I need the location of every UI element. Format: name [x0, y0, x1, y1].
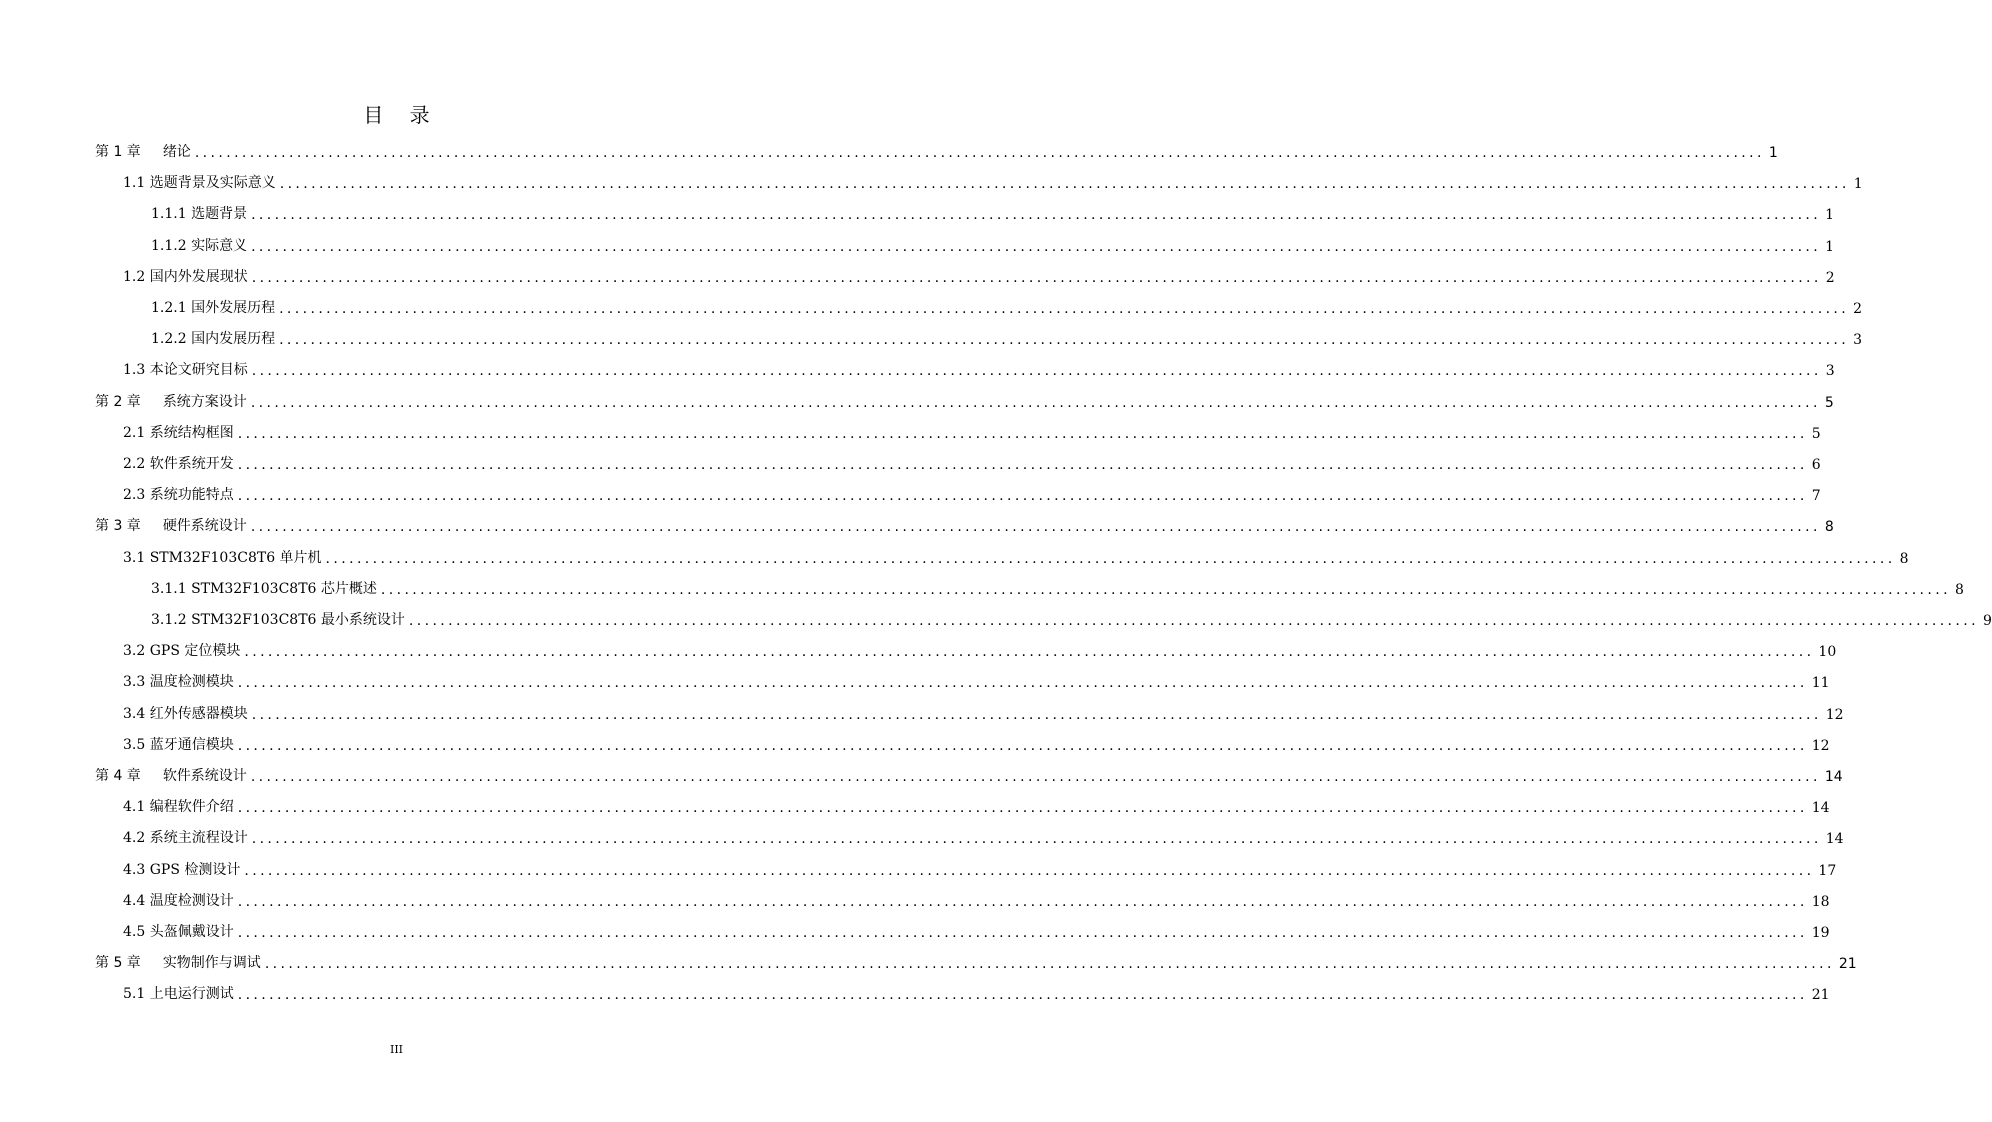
toc-entry-page: 1 — [1853, 176, 1863, 193]
toc-entry-label — [151, 203, 247, 223]
toc-entry-number: 第 1 章 — [95, 144, 141, 160]
toc-entry-number: 第 3 章 — [95, 518, 141, 535]
toc-entry-number: 3.1.1 — [151, 580, 187, 597]
toc-leader-dots: ........................................................................................................................................................................................................ — [325, 550, 1896, 567]
toc-entry-number: 4.4 — [123, 892, 146, 909]
toc-chapter-entry[interactable] — [95, 948, 1857, 973]
toc-section-entry[interactable] — [123, 855, 1837, 879]
toc-entry-label — [151, 297, 275, 317]
toc-leader-dots: ........................................................................................................................................................................................................ — [279, 332, 1850, 349]
toc-section-entry[interactable] — [123, 667, 1830, 692]
toc-entry-text: 温度检测设计 — [149, 892, 234, 909]
toc-entry-number: 4.5 — [123, 924, 146, 940]
toc-entry-text: 蓝牙通信模块 — [149, 736, 234, 753]
toc-entry-page: 2 — [1825, 269, 1835, 286]
toc-leader-dots: ........................................................................................................................................................................................................ — [237, 925, 1808, 941]
toc-entry-number: 1.3 — [123, 362, 146, 379]
toc-entry-number: 3.3 — [123, 674, 146, 691]
toc-section-entry[interactable] — [123, 886, 1830, 910]
toc-entry-label — [95, 141, 191, 161]
toc-entry-text: 上电运行测试 — [149, 986, 234, 1003]
toc-chapter-entry[interactable] — [95, 387, 1834, 411]
toc-entry-text: 系统功能特点 — [149, 487, 234, 504]
toc-entry-label — [123, 359, 248, 379]
toc-section-entry[interactable] — [123, 636, 1837, 661]
toc-entry-text: GPS 检测设计 — [149, 861, 241, 878]
toc-entry-label — [123, 921, 234, 941]
toc-entry-page: 14 — [1824, 769, 1843, 785]
toc-entry-label — [123, 172, 276, 192]
toc-entry-page: 8 — [1954, 581, 1964, 598]
toc-entry-number: 3.2 — [123, 643, 146, 660]
toc-entry-page: 21 — [1811, 987, 1830, 1004]
toc-entry-text: STM32F103C8T6 最小系统设计 — [191, 612, 405, 628]
toc-entry-page: 1 — [1768, 145, 1778, 161]
toc-leader-dots: ........................................................................................................................................................................................................ — [250, 769, 1821, 785]
toc-entry-page: 21 — [1838, 956, 1857, 973]
toc-leader-dots: ........................................................................................................................................................................................................ — [250, 394, 1821, 411]
toc-entry-text: STM32F103C8T6 芯片概述 — [191, 580, 377, 597]
toc-chapter-entry[interactable] — [95, 137, 1778, 161]
toc-leader-dots: ........................................................................................................................................................................................................ — [237, 457, 1808, 473]
toc-section-entry[interactable] — [123, 979, 1830, 1004]
toc-leader-dots: ........................................................................................................................................................................................................ — [251, 831, 1822, 848]
toc-entry-number: 2.3 — [123, 487, 146, 504]
toc-entry-text: 国内发展历程 — [191, 331, 276, 348]
toc-entry-number: 1.2 — [123, 268, 146, 285]
toc-leader-dots: ........................................................................................................................................................................................................ — [237, 800, 1808, 817]
page-number-footer: III — [389, 1043, 404, 1056]
toc-entry-label — [123, 796, 234, 816]
toc-section-entry[interactable] — [123, 262, 1835, 286]
toc-entry-label — [95, 952, 261, 972]
toc-entry-text: 国外发展历程 — [191, 300, 276, 316]
toc-entry-text: 软件系统设计 — [162, 768, 247, 784]
toc-entry-number: 第 5 章 — [95, 955, 141, 972]
toc-leader-dots: ........................................................................................................................................................................................................ — [279, 176, 1850, 193]
toc-section-entry[interactable] — [123, 543, 1909, 567]
toc-entry-page: 9 — [1982, 613, 1992, 629]
toc-entry-page: 12 — [1825, 706, 1844, 723]
toc-leader-dots: ........................................................................................................................................................................................................ — [408, 613, 1979, 629]
toc-leader-dots: ........................................................................................................................................................................................................ — [250, 519, 1821, 536]
toc-leader-dots: ........................................................................................................................................................................................................ — [237, 675, 1808, 692]
toc-entry-text: 本论文研究目标 — [149, 362, 248, 379]
toc-entry-number: 1.1.1 — [151, 206, 187, 223]
toc-entry-label — [151, 609, 405, 629]
toc-leader-dots: ........................................................................................................................................................................................................ — [279, 301, 1850, 317]
toc-entry-text: 实际意义 — [191, 237, 248, 254]
toc-entry-label — [123, 703, 248, 723]
toc-entry-number: 4.3 — [123, 861, 146, 878]
toc-entry-number: 3.5 — [123, 736, 146, 753]
toc-entry-number: 2.2 — [123, 456, 146, 472]
toc-entry-text: 温度检测模块 — [149, 674, 234, 691]
toc-entry-text: 头盔佩戴设计 — [149, 924, 234, 940]
toc-section-entry[interactable] — [123, 917, 1830, 941]
toc-entry-page: 14 — [1825, 831, 1844, 848]
toc-subsection-entry[interactable] — [151, 231, 1835, 255]
toc-entry-label — [151, 328, 275, 348]
toc-leader-dots: ........................................................................................................................................................................................................ — [251, 269, 1822, 286]
toc-entry-text: 系统主流程设计 — [149, 830, 248, 847]
toc-entry-page: 18 — [1811, 893, 1830, 910]
toc-title: 目 录 — [363, 103, 440, 127]
toc-leader-dots: ........................................................................................................................................................................................................ — [237, 425, 1808, 442]
toc-leader-dots: ........................................................................................................................................................................................................ — [244, 862, 1815, 879]
toc-entry-page: 19 — [1811, 925, 1830, 941]
toc-entry-number: 1.2.2 — [151, 331, 187, 348]
toc-entry-text: 系统结构框图 — [149, 424, 234, 441]
toc-entry-label — [123, 671, 234, 691]
toc-entry-number: 1.1.2 — [151, 237, 187, 254]
toc-entry-page: 12 — [1811, 737, 1830, 754]
toc-leader-dots: ........................................................................................................................................................................................................ — [237, 488, 1808, 505]
toc-entry-text: 选题背景及实际意义 — [149, 175, 276, 192]
toc-entry-label — [123, 453, 234, 473]
toc-entry-label — [123, 890, 234, 910]
toc-leader-dots: ........................................................................................................................................................................................................ — [237, 893, 1808, 910]
toc-entry-label — [123, 640, 240, 660]
toc-subsection-entry[interactable] — [151, 199, 1835, 224]
toc-leader-dots: ........................................................................................................................................................................................................ — [251, 207, 1822, 224]
toc-entry-page: 1 — [1825, 238, 1835, 255]
toc-entry-label — [151, 578, 377, 598]
toc-entry-number: 第 4 章 — [95, 768, 141, 784]
toc-section-entry[interactable] — [123, 823, 1844, 848]
toc-leader-dots: ........................................................................................................................................................................................................ — [380, 581, 1951, 598]
toc-entry-page: 17 — [1818, 862, 1837, 879]
toc-entry-label — [123, 859, 240, 879]
toc-entry-text: 系统方案设计 — [162, 393, 247, 410]
toc-entry-number: 3.4 — [123, 705, 146, 722]
toc-entry-text: 编程软件介绍 — [149, 799, 234, 816]
toc-leader-dots: ........................................................................................................................................................................................................ — [251, 238, 1822, 255]
toc-section-entry[interactable] — [123, 168, 1863, 193]
toc-entry-label — [151, 235, 247, 255]
toc-leader-dots: ........................................................................................................................................................................................................ — [244, 644, 1815, 661]
toc-chapter-entry[interactable] — [95, 761, 1843, 785]
toc-entry-text: 选题背景 — [191, 206, 248, 223]
toc-entry-page: 7 — [1811, 488, 1821, 505]
toc-entry-text: 实物制作与调试 — [162, 955, 261, 972]
toc-entry-number: 5.1 — [123, 986, 146, 1003]
toc-section-entry[interactable] — [123, 355, 1835, 380]
toc-entry-number: 3.1 — [123, 549, 146, 566]
toc-entry-number: 1.2.1 — [151, 300, 187, 316]
toc-entry-label — [123, 734, 234, 754]
toc-entry-label — [123, 983, 234, 1003]
toc-leader-dots: ........................................................................................................................................................................................................ — [237, 737, 1808, 754]
toc-entry-label — [123, 422, 234, 442]
toc-entry-page: 3 — [1853, 332, 1863, 349]
toc-entry-label — [95, 391, 247, 411]
toc-entry-text: STM32F103C8T6 单片机 — [149, 549, 322, 566]
toc-leader-dots: ........................................................................................................................................................................................................ — [251, 363, 1822, 380]
toc-entry-number: 4.2 — [123, 830, 146, 847]
toc-section-entry[interactable] — [123, 480, 1821, 505]
toc-entry-page: 14 — [1811, 800, 1830, 817]
toc-entry-label — [123, 827, 248, 847]
toc-entry-label — [95, 515, 247, 535]
toc-entry-label — [123, 547, 322, 567]
toc-entry-number: 第 2 章 — [95, 393, 141, 410]
toc-leader-dots: ........................................................................................................................................................................................................ — [251, 706, 1822, 723]
toc-entry-text: 绪论 — [162, 144, 191, 160]
toc-entry-page: 8 — [1824, 519, 1834, 536]
toc-entry-text: GPS 定位模块 — [149, 643, 241, 660]
toc-subsection-entry[interactable] — [151, 324, 1863, 349]
toc-entry-number: 1.1 — [123, 175, 146, 192]
toc-entry-label — [123, 266, 248, 286]
toc-subsection-entry[interactable] — [151, 293, 1863, 317]
toc-subsection-entry[interactable] — [151, 574, 1964, 598]
toc-entry-number: 2.1 — [123, 424, 146, 441]
toc-entry-number: 3.1.2 — [151, 612, 187, 628]
toc-section-entry[interactable] — [123, 418, 1821, 442]
toc-entry-page: 1 — [1825, 207, 1835, 224]
toc-entry-text: 软件系统开发 — [149, 456, 234, 472]
toc-entry-page: 5 — [1824, 394, 1834, 411]
toc-entry-page: 8 — [1899, 550, 1909, 567]
toc-entry-label — [123, 484, 234, 504]
toc-leader-dots: ........................................................................................................................................................................................................ — [194, 145, 1765, 161]
toc-entry-page: 10 — [1818, 644, 1837, 661]
toc-entry-page: 6 — [1811, 457, 1821, 473]
toc-section-entry[interactable] — [123, 730, 1830, 754]
toc-entry-text: 国内外发展现状 — [149, 268, 248, 285]
toc-entry-page: 3 — [1825, 363, 1835, 380]
toc-entry-page: 11 — [1811, 675, 1830, 692]
toc-entry-label — [95, 765, 247, 785]
toc-entry-number: 4.1 — [123, 799, 146, 816]
toc-section-entry[interactable] — [123, 699, 1844, 723]
toc-entry-page: 5 — [1811, 425, 1821, 442]
toc-section-entry[interactable] — [123, 792, 1830, 817]
toc-subsection-entry[interactable] — [151, 605, 1992, 629]
toc-entry-text: 硬件系统设计 — [162, 518, 247, 535]
toc-entry-page: 2 — [1853, 301, 1863, 317]
toc-chapter-entry[interactable] — [95, 511, 1834, 536]
toc-section-entry[interactable] — [123, 449, 1821, 473]
toc-leader-dots: ........................................................................................................................................................................................................ — [237, 987, 1808, 1004]
toc-leader-dots: ........................................................................................................................................................................................................ — [264, 956, 1835, 973]
toc-entry-text: 红外传感器模块 — [149, 705, 248, 722]
